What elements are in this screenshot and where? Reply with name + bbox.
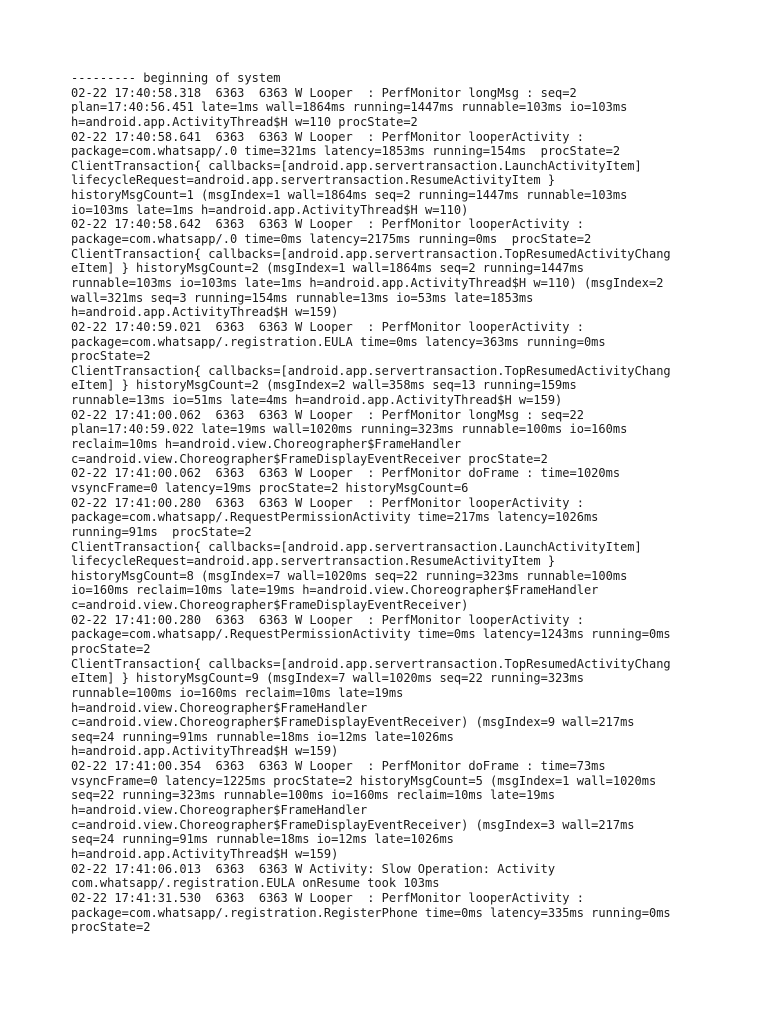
- log-line: h=android.view.Choreographer$FrameHandler: [71, 803, 368, 818]
- log-line: eItem] } historyMsgCount=2 (msgIndex=2 wall=358ms seq=13 running=159ms: [71, 378, 577, 393]
- log-line: wall=321ms seq=3 running=154ms runnable=13ms io=53ms late=1853ms: [71, 290, 534, 305]
- log-line: historyMsgCount=1 (msgIndex=1 wall=1864ms seq=2 running=1447ms runnable=103ms: [71, 188, 628, 203]
- log-line: reclaim=10ms h=android.view.Choreographer$FrameHandler: [71, 437, 462, 452]
- log-line: ClientTransaction{ callbacks=[android.app.servertransaction.LaunchActivityItem]: [71, 158, 642, 173]
- log-line: h=android.app.ActivityThread$H w=110 procState=2: [71, 114, 418, 129]
- log-document: [71, 71, 711, 935]
- log-line: vsyncFrame=0 latency=19ms procState=2 historyMsgCount=6: [71, 480, 469, 495]
- log-line: package=com.whatsapp/.0 time=321ms latency=1853ms running=154ms procState=2: [71, 144, 621, 159]
- log-line: runnable=13ms io=51ms late=4ms h=android.app.ActivityThread$H w=159): [71, 393, 563, 408]
- log-line: package=com.whatsapp/.RequestPermissionActivity time=0ms latency=1243ms running=0ms: [71, 627, 671, 642]
- log-line: seq=22 running=323ms runnable=100ms io=160ms reclaim=10ms late=19ms: [71, 788, 556, 803]
- log-line: eItem] } historyMsgCount=2 (msgIndex=1 wall=1864ms seq=2 running=1447ms: [71, 261, 584, 276]
- log-line: 02-22 17:40:58.642 6363 6363 W Looper : PerfMonitor looperActivity :: [71, 217, 584, 232]
- log-line: c=android.view.Choreographer$FrameDisplayEventReceiver) (msgIndex=9 wall=217ms: [71, 715, 635, 730]
- log-line: 02-22 17:40:58.318 6363 6363 W Looper : PerfMonitor longMsg : seq=2: [71, 85, 577, 100]
- log-line: c=android.view.Choreographer$FrameDisplayEventReceiver procState=2: [71, 451, 548, 466]
- log-line: ClientTransaction{ callbacks=[android.app.servertransaction.TopResumedActivityChang: [71, 246, 671, 261]
- log-line: h=android.app.ActivityThread$H w=159): [71, 846, 339, 861]
- log-line: h=android.app.ActivityThread$H w=159): [71, 744, 339, 759]
- log-line: runnable=100ms io=160ms reclaim=10ms late=19ms: [71, 685, 404, 700]
- log-line: 02-22 17:41:00.354 6363 6363 W Looper : PerfMonitor doFrame : time=73ms: [71, 759, 606, 774]
- log-line: 02-22 17:41:00.062 6363 6363 W Looper : PerfMonitor longMsg : seq=22: [71, 407, 584, 422]
- log-line: runnable=103ms io=103ms late=1ms h=android.app.ActivityThread$H w=110) (msgIndex=2: [71, 275, 664, 290]
- log-line: vsyncFrame=0 latency=1225ms procState=2 historyMsgCount=5 (msgIndex=1 wall=1020ms: [71, 773, 657, 788]
- log-line: 02-22 17:41:00.280 6363 6363 W Looper : PerfMonitor looperActivity :: [71, 612, 584, 627]
- log-line: seq=24 running=91ms runnable=18ms io=12ms late=1026ms: [71, 729, 454, 744]
- log-line: h=android.view.Choreographer$FrameHandler: [71, 700, 368, 715]
- log-line: 02-22 17:40:59.021 6363 6363 W Looper : PerfMonitor looperActivity :: [71, 319, 584, 334]
- log-line: 02-22 17:41:00.062 6363 6363 W Looper : PerfMonitor doFrame : time=1020ms: [71, 466, 621, 481]
- log-line: io=160ms reclaim=10ms late=19ms h=android.view.Choreographer$FrameHandler: [71, 583, 599, 598]
- log-line: eItem] } historyMsgCount=9 (msgIndex=7 wall=1020ms seq=22 running=323ms: [71, 671, 584, 686]
- log-line: procState=2: [71, 641, 151, 656]
- log-line: --------- beginning of system: [71, 71, 281, 85]
- log-line: package=com.whatsapp/.registration.RegisterPhone time=0ms latency=335ms running=0ms: [71, 905, 671, 920]
- log-line: historyMsgCount=8 (msgIndex=7 wall=1020ms seq=22 running=323ms runnable=100ms: [71, 568, 628, 583]
- log-line: running=91ms procState=2: [71, 524, 252, 539]
- log-line: plan=17:40:56.451 late=1ms wall=1864ms running=1447ms runnable=103ms io=103ms: [71, 100, 628, 115]
- log-line: io=103ms late=1ms h=android.app.ActivityThread$H w=110): [71, 202, 469, 217]
- log-line: package=com.whatsapp/.registration.EULA time=0ms latency=363ms running=0ms: [71, 334, 606, 349]
- log-line: c=android.view.Choreographer$FrameDisplayEventReceiver): [71, 598, 469, 613]
- log-line: plan=17:40:59.022 late=19ms wall=1020ms running=323ms runnable=100ms io=160ms: [71, 422, 628, 437]
- log-line: procState=2: [71, 349, 151, 364]
- log-line: ClientTransaction{ callbacks=[android.app.servertransaction.TopResumedActivityChang: [71, 656, 671, 671]
- log-line: 02-22 17:41:31.530 6363 6363 W Looper : PerfMonitor looperActivity :: [71, 890, 584, 905]
- log-line: lifecycleRequest=android.app.servertransaction.ResumeActivityItem }: [71, 173, 556, 188]
- log-line: procState=2: [71, 920, 151, 935]
- log-line: ClientTransaction{ callbacks=[android.app.servertransaction.TopResumedActivityChang: [71, 363, 671, 378]
- log-line: 02-22 17:40:58.641 6363 6363 W Looper : PerfMonitor looperActivity :: [71, 129, 584, 144]
- log-line: c=android.view.Choreographer$FrameDisplayEventReceiver) (msgIndex=3 wall=217ms: [71, 817, 635, 832]
- log-line: com.whatsapp/.registration.EULA onResume took 103ms: [71, 876, 440, 891]
- log-line: lifecycleRequest=android.app.servertransaction.ResumeActivityItem }: [71, 554, 556, 569]
- log-line: 02-22 17:41:06.013 6363 6363 W Activity: Slow Operation: Activity: [71, 861, 556, 876]
- log-line: package=com.whatsapp/.RequestPermissionActivity time=217ms latency=1026ms: [71, 510, 599, 525]
- log-line: seq=24 running=91ms runnable=18ms io=12ms late=1026ms: [71, 832, 454, 847]
- log-line: h=android.app.ActivityThread$H w=159): [71, 305, 339, 320]
- log-line: package=com.whatsapp/.0 time=0ms latency=2175ms running=0ms procState=2: [71, 232, 592, 247]
- log-line: 02-22 17:41:00.280 6363 6363 W Looper : PerfMonitor looperActivity :: [71, 495, 584, 510]
- log-line: ClientTransaction{ callbacks=[android.app.servertransaction.LaunchActivityItem]: [71, 539, 642, 554]
